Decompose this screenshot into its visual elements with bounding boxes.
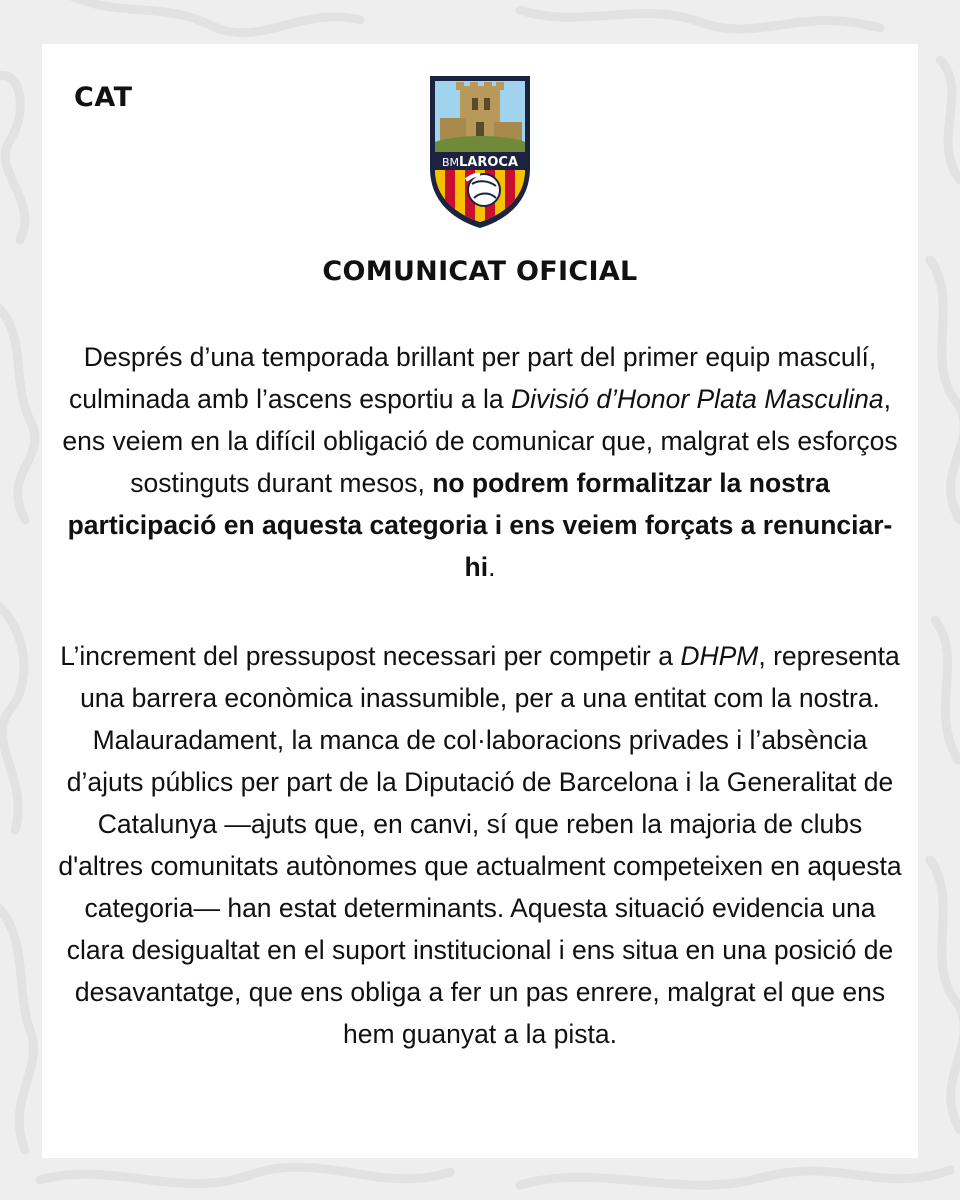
crest-name: LAROCA (459, 155, 519, 170)
svg-text:BMLAROCA (442, 155, 518, 170)
club-crest-logo (426, 72, 534, 232)
page-title: COMUNICAT OFICIAL (322, 256, 638, 287)
p1-text-1: Després d’una temporada brillant per part del primer equip masculí, culminada amb l’ascens esportiu a la (69, 342, 877, 414)
p2-emphasis-1: DHPM (680, 641, 759, 671)
p2-text-1: L’increment del pressupost necessari per competir a (60, 641, 681, 671)
paragraph-1 (56, 336, 904, 588)
p1-emphasis-1: Divisió d’Honor Plata Masculina (510, 384, 884, 414)
paragraph-2 (56, 635, 904, 1055)
p1-text-2: , ens veiem en la difícil obligació de comunicar que, malgrat els esforços sostinguts durant mesos, (62, 384, 898, 498)
announcement-card (42, 44, 918, 1158)
p2-text-2: , representa una barrera econòmica inassumible, per a una entitat com la nostra. Malauradament, la manca de col·laboracions privades i l’absència d’ajuts públics per part de la Diputació de Barcelona i la Generalitat de Catalunya —ajuts que, en canvi, sí que reben la majoria de clubs d'altres comunitats autònomes que actualment competeixen en aquesta categoria— han estat determinants. Aquesta situació evidencia una clara desigualtat en el suport institucional i ens situa en una posició de desavantatge, que ens obliga a fer un pas enrere, malgrat el que ens hem guanyat a la pista. (58, 641, 902, 1049)
p1-strong-1: no podrem formalitzar la nostra participació en aquesta categoria i ens veiem forçats a renunciar-hi (67, 468, 893, 582)
language-tag: CAT (74, 82, 133, 113)
p1-text-3: . (488, 552, 496, 582)
crest-prefix: BM (441, 156, 460, 169)
